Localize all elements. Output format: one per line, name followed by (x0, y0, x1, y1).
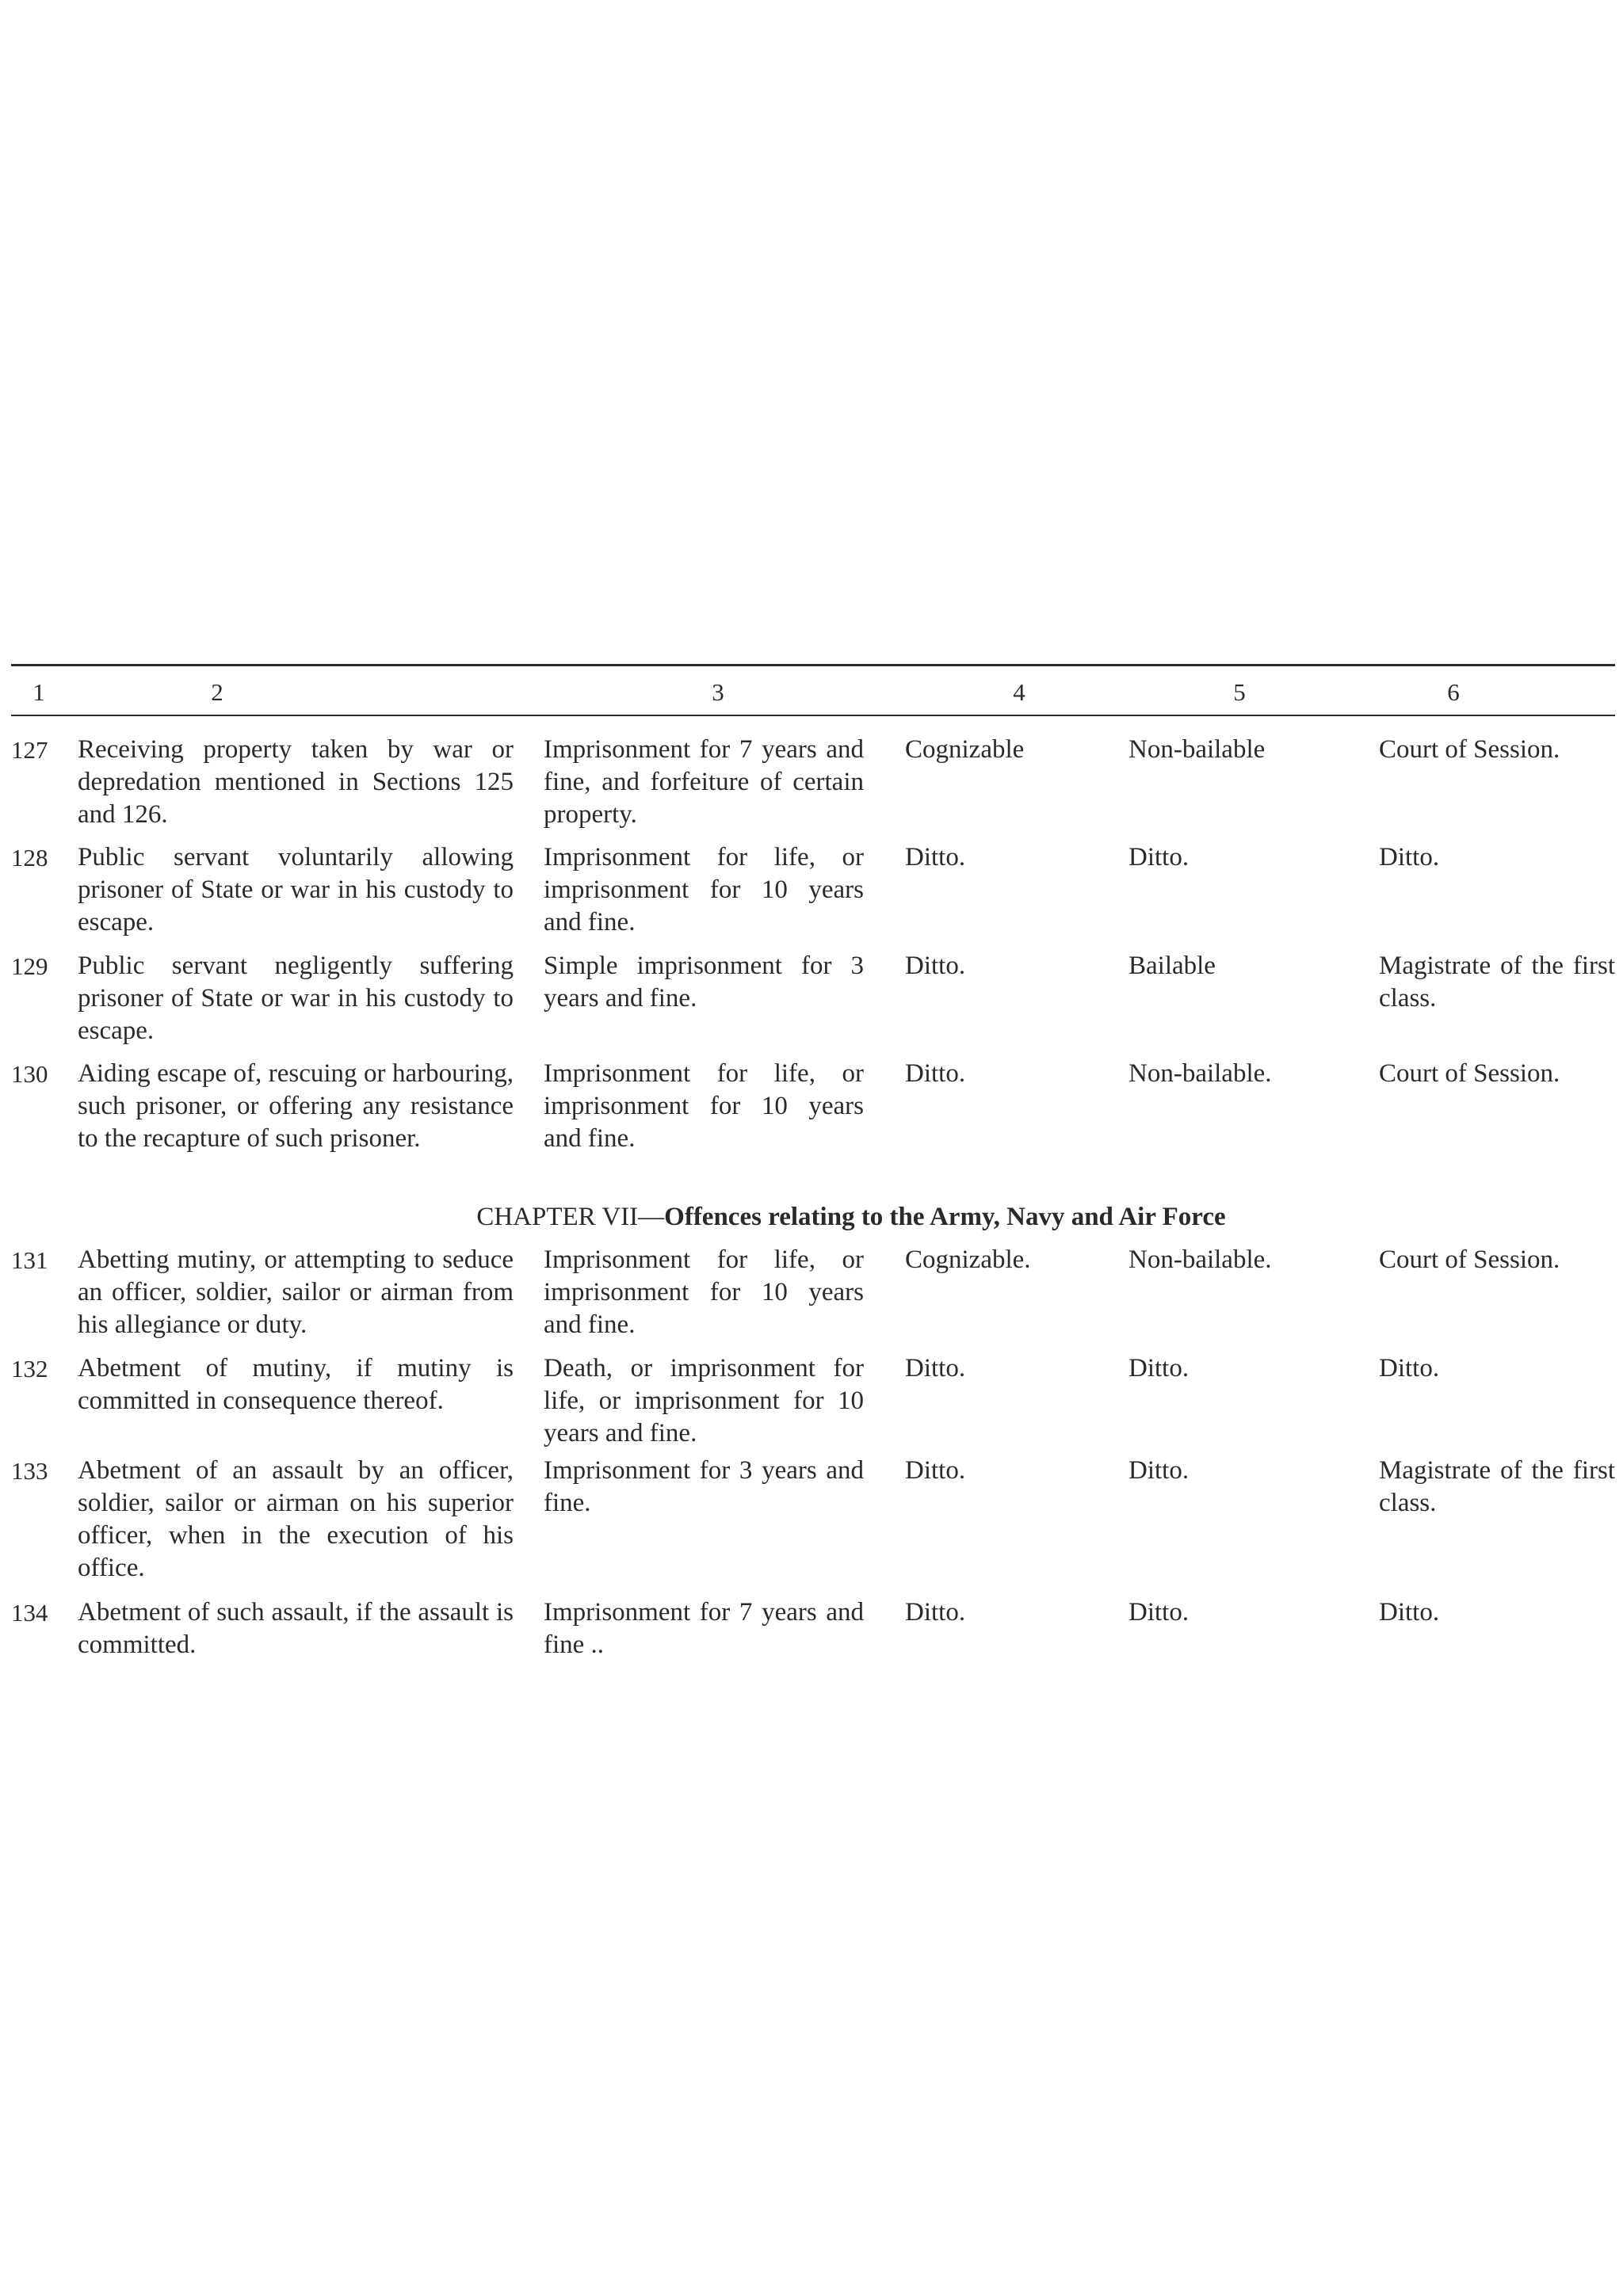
punishment: Imprisonment for 7 years and fine .. (544, 1598, 864, 1659)
cognizable-status: Ditto. (905, 1456, 966, 1485)
punishment: Imprisonment for 7 years and fine, and forfeiture of certain property. (544, 735, 864, 829)
table-top-rule (11, 664, 1615, 666)
triable-court: Ditto. (1379, 1598, 1440, 1627)
chapter-prefix: CHAPTER VII— (476, 1203, 665, 1231)
bailable-status: Non-bailable (1128, 735, 1266, 764)
column-header-2: 2 (211, 678, 223, 706)
section-number: 130 (11, 1060, 48, 1088)
cognizable-status: Cognizable (905, 735, 1025, 764)
triable-court: Court of Session. (1379, 1059, 1560, 1088)
offence-description: Public servant voluntarily allowing prisoner of State or war in his custody to escape. (78, 843, 514, 936)
column-header-4: 4 (1013, 678, 1025, 706)
section-number: 131 (11, 1246, 48, 1274)
bailable-status: Ditto. (1128, 1456, 1190, 1485)
section-number: 132 (11, 1355, 48, 1383)
section-number: 129 (11, 952, 48, 980)
offence-description: Abetment of mutiny, if mutiny is committed in consequence thereof. (78, 1354, 514, 1415)
punishment: Imprisonment for life, or imprisonment for 10 years and fine. (544, 1059, 864, 1153)
offence-description: Abetment of an assault by an officer, soldier, sailor or airman on his superior officer, when in the execution of his office. (78, 1456, 514, 1582)
section-number: 127 (11, 736, 48, 764)
cognizable-status: Ditto. (905, 843, 966, 871)
bailable-status: Non-bailable. (1128, 1059, 1272, 1088)
column-header-1: 1 (32, 678, 45, 706)
punishment: Imprisonment for 3 years and fine. (544, 1456, 864, 1517)
punishment: Simple imprisonment for 3 years and fine. (544, 952, 864, 1013)
bailable-status: Ditto. (1128, 1354, 1190, 1383)
table-header-rule (11, 715, 1615, 716)
bailable-status: Bailable (1128, 952, 1216, 980)
table-header-row (0, 678, 1623, 710)
triable-court: Ditto. (1379, 1354, 1440, 1383)
cognizable-status: Cognizable. (905, 1245, 1031, 1274)
punishment: Imprisonment for life, or imprisonment for 10 years and fine. (544, 1245, 864, 1339)
triable-court: Ditto. (1379, 843, 1440, 871)
section-number: 133 (11, 1457, 48, 1485)
offence-description: Public servant negligently suffering prisoner of State or war in his custody to escape. (78, 952, 514, 1045)
cognizable-status: Ditto. (905, 952, 966, 980)
cognizable-status: Ditto. (905, 1598, 966, 1627)
punishment: Imprisonment for life, or imprisonment for 10 years and fine. (544, 843, 864, 936)
offence-description: Abetment of such assault, if the assault is committed. (78, 1598, 514, 1659)
chapter-heading (0, 1201, 1623, 1234)
triable-court: Court of Session. (1379, 1245, 1560, 1274)
punishment: Death, or imprisonment for life, or imprisonment for 10 years and fine. (544, 1354, 864, 1447)
bailable-status: Ditto. (1128, 843, 1190, 871)
offence-description: Receiving property taken by war or depredation mentioned in Sections 125 and 126. (78, 735, 514, 829)
triable-court: Magistrate of the first class. (1379, 952, 1615, 1013)
bailable-status: Ditto. (1128, 1598, 1190, 1627)
chapter-title: Offences relating to the Army, Navy and Air Force (664, 1203, 1226, 1231)
section-number: 134 (11, 1599, 48, 1627)
cognizable-status: Ditto. (905, 1354, 966, 1383)
bailable-status: Non-bailable. (1128, 1245, 1272, 1274)
offence-description: Aiding escape of, rescuing or harbouring, such prisoner, or offering any resistance to the recapture of such prisoner. (78, 1059, 514, 1153)
triable-court: Magistrate of the first class. (1379, 1456, 1615, 1517)
column-header-6: 6 (1447, 678, 1460, 706)
triable-court: Court of Session. (1379, 735, 1560, 764)
cognizable-status: Ditto. (905, 1059, 966, 1088)
column-header-5: 5 (1233, 678, 1246, 706)
column-header-3: 3 (712, 678, 724, 706)
offence-description: Abetting mutiny, or attempting to seduce an officer, soldier, sailor or airman from his allegiance or duty. (78, 1245, 514, 1339)
section-number: 128 (11, 844, 48, 871)
